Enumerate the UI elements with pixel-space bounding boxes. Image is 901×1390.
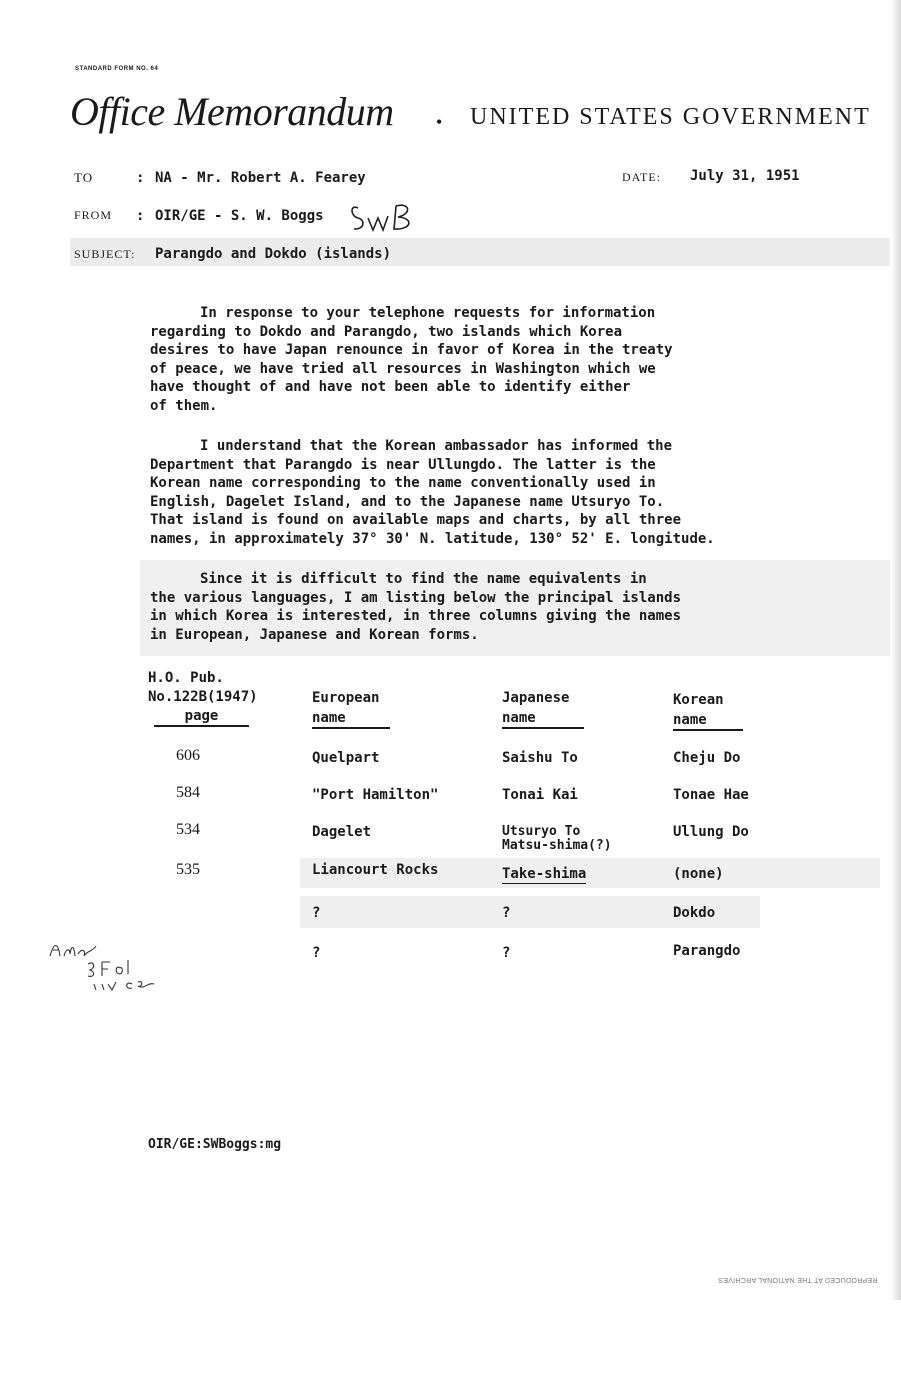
archive-stamp: REPRODUCED AT THE NATIONAL ARCHIVES (718, 1276, 878, 1283)
to-value: NA - Mr. Robert A. Fearey (155, 170, 366, 186)
date-value: July 31, 1951 (690, 168, 800, 184)
row-5-japanese: ? (502, 905, 511, 921)
row-5-european: ? (312, 905, 321, 921)
row-3-page: 534 (176, 821, 200, 838)
row-1-page: 606 (176, 747, 200, 764)
paragraph-line: desires to have Japan renounce in favor of Korea in the treaty (150, 342, 673, 358)
paragraph-line: the various languages, I am listing below the principal islands (150, 589, 682, 606)
header-pub-number: No.122B(1947) (148, 689, 258, 705)
paragraph-line: I understand that the Korean ambassador has informed the (200, 438, 673, 454)
row-1-european: Quelpart (312, 750, 380, 766)
paragraph-line: in which Korea is interested, in three columns giving the names (150, 608, 682, 624)
from-value: OIR/GE - S. W. Boggs (155, 208, 324, 224)
paragraph-line: That island is found on available maps and charts, by all three (150, 512, 682, 528)
handwritten-margin-note (44, 934, 174, 994)
header-korean-name: name (673, 712, 743, 731)
subject-label: SUBJECT: (74, 247, 136, 261)
header-korean-name-wrap (673, 712, 743, 731)
government-heading: UNITED STATES GOVERNMENT (470, 104, 871, 130)
form-number: STANDARD FORM NO. 64 (75, 66, 159, 72)
paragraph-3 (150, 570, 770, 644)
row-6-japanese: ? (502, 945, 511, 961)
row-4-korean: (none) (673, 866, 724, 882)
paragraph-line: Since it is difficult to find the name equivalents in (200, 571, 647, 587)
header-european-name-wrap (312, 710, 390, 729)
header-korean: Korean (673, 692, 724, 708)
row-5-korean: Dokdo (673, 905, 716, 921)
paragraph-line: In response to your telephone requests for information (200, 305, 656, 321)
paragraph-line: names, in approximately 37° 30' N. latitude, 130° 52' E. longitude. (150, 530, 715, 547)
header-japanese-name: name (502, 710, 584, 729)
header-japanese: Japanese (502, 690, 570, 706)
row-3-japanese: Utsuryo To (502, 824, 581, 839)
from-label: FROM (74, 208, 113, 222)
page-edge-shadow (891, 0, 901, 1300)
reference-initials: OIR/GE:SWBoggs:mg (148, 1137, 282, 1152)
row-6-european: ? (312, 945, 321, 961)
paragraph-1 (150, 304, 770, 415)
to-colon: : (136, 170, 145, 186)
paragraph-line: in European, Japanese and Korean forms. (150, 626, 479, 643)
row-2-korean: Tonae Hae (673, 787, 749, 803)
paragraph-line: regarding to Dokdo and Parangdo, two islands which Korea (150, 323, 623, 340)
row-4-japanese-wrap (502, 866, 586, 884)
paragraph-line: of peace, we have tried all resources in Washington which we (150, 360, 656, 377)
row-3-korean: Ullung Do (673, 824, 749, 840)
row-4-japanese: Take-shima (502, 866, 587, 882)
title-separator: • (436, 112, 443, 132)
header-japanese-name-wrap (502, 710, 584, 729)
to-label: TO (74, 170, 94, 185)
date-label: DATE: (622, 170, 661, 184)
subject-value: Parangdo and Dokdo (islands) (155, 246, 392, 262)
paragraph-line: of them. (150, 397, 218, 414)
row-4-page: 535 (176, 861, 200, 878)
paragraph-line: English, Dagelet Island, and to the Japanese name Utsuryo To. (150, 493, 665, 510)
header-european-name: name (312, 710, 390, 729)
header-european: European (312, 690, 380, 706)
row-2-japanese: Tonai Kai (502, 787, 578, 803)
row-1-japanese: Saishu To (502, 750, 578, 766)
paragraph-line: Korean name corresponding to the name conventionally used in (150, 475, 656, 491)
memo-title: Office Memorandum (70, 89, 394, 134)
row-2-european: "Port Hamilton" (312, 787, 439, 803)
row-2-page: 584 (176, 784, 200, 801)
handwritten-initials-signature (346, 196, 426, 236)
paragraph-2 (150, 437, 770, 548)
from-colon: : (136, 208, 145, 224)
paragraph-line: Department that Parangdo is near Ullungdo. The latter is the (150, 456, 656, 473)
header-page: page (154, 708, 249, 727)
paragraph-line: have thought of and have not been able to identify either (150, 379, 631, 395)
header-pub: H.O. Pub. (148, 670, 224, 686)
header-page-wrap (176, 708, 249, 727)
row-4-european: Liancourt Rocks (312, 862, 439, 878)
row-6-korean: Parangdo (673, 943, 741, 959)
row-3-japanese-alt: Matsu-shima(?) (502, 838, 612, 853)
row-3-european: Dagelet (312, 824, 372, 840)
row-1-korean: Cheju Do (673, 750, 741, 766)
